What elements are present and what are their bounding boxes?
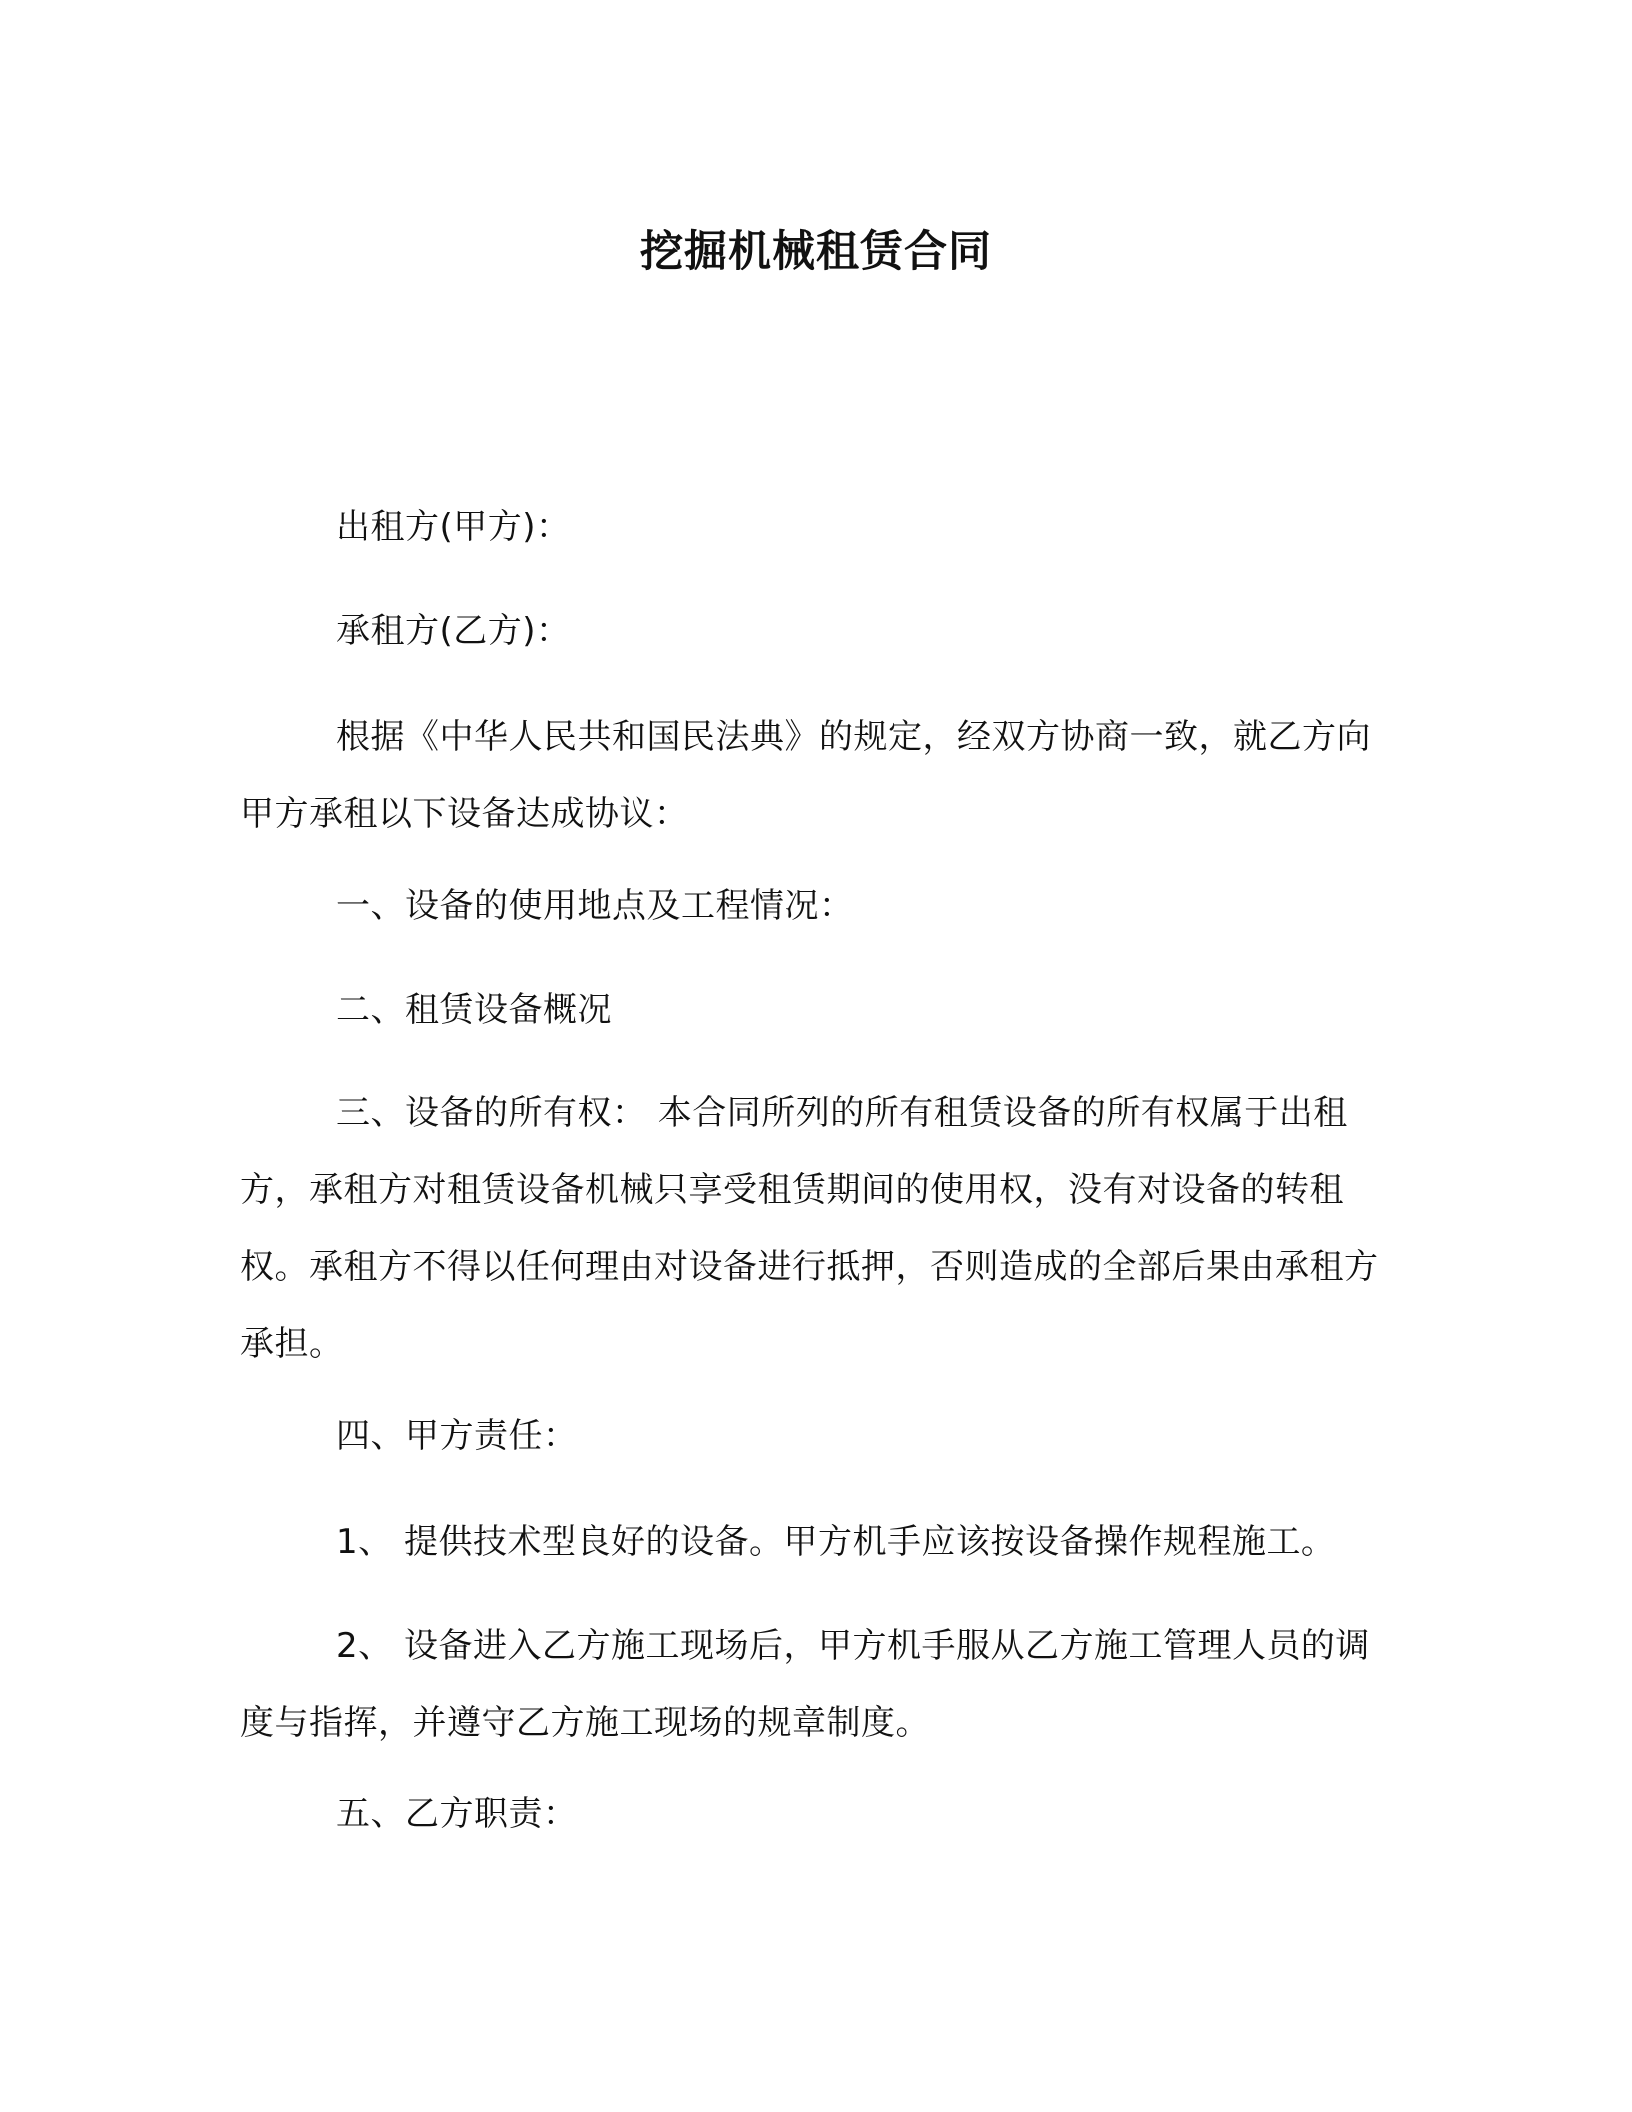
section-5-heading: 五、乙方职责： xyxy=(336,1794,578,1834)
document-title: 挖掘机械租赁合同 xyxy=(640,227,992,277)
section-3-paragraph: 三、设备的所有权： 本合同所列的所有租赁设备的所有权属于出租方，承租方对租赁设备机械只享受租赁期间的使用权，没有对设备的转租权。承租方不得以任何理由对设备进行抵押，否则造成的全部后果由承租方承担。 xyxy=(240,1093,1379,1364)
preamble-paragraph: 根据《中华人民共和国民法典》的规定，经双方协商一致，就乙方向甲方承租以下设备达成协议： xyxy=(240,717,1371,834)
section-1-heading: 一、设备的使用地点及工程情况： xyxy=(336,886,854,926)
section-4-heading: 四、甲方责任： xyxy=(336,1416,578,1456)
lessor-line: 出租方(甲方)： xyxy=(336,507,571,547)
section-4-item-1: 1、 提供技术型良好的设备。甲方机手应该按设备操作规程施工。 xyxy=(336,1522,1336,1562)
lessee-line: 承租方(乙方)： xyxy=(336,611,571,651)
section-2-heading: 二、租赁设备概况 xyxy=(336,990,612,1030)
section-4-item-2: 2、 设备进入乙方施工现场后，甲方机手服从乙方施工管理人员的调度与指挥，并遵守乙方施工现场的规章制度。 xyxy=(240,1626,1370,1743)
